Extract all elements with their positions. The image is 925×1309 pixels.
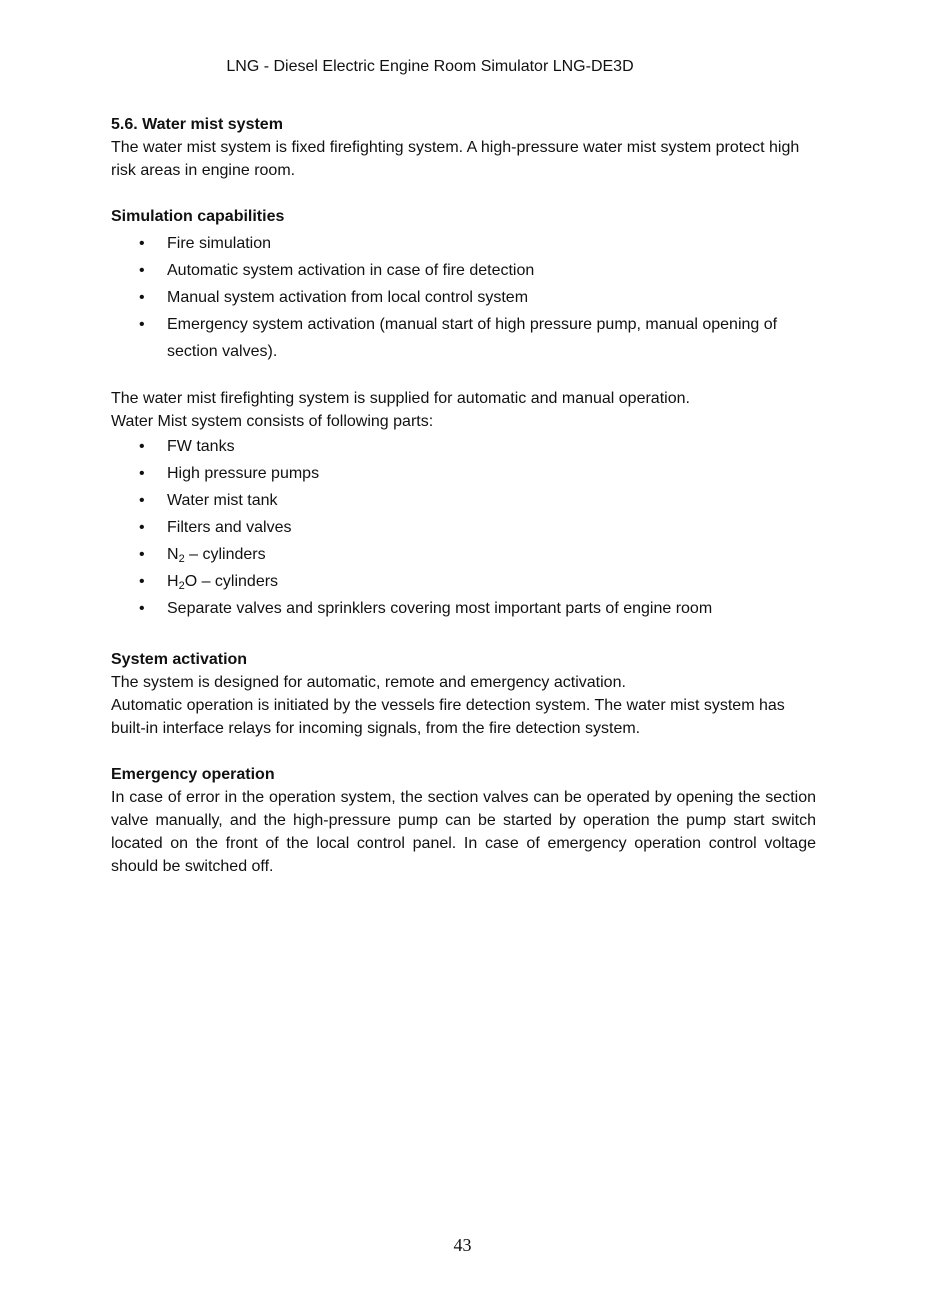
list-item: • High pressure pumps [111, 460, 816, 487]
list-item: • Manual system activation from local control system [111, 284, 816, 311]
capabilities-heading: Simulation capabilities [111, 208, 285, 225]
parts-intro-line1: The water mist firefighting system is supplied for automatic and manual operation. [111, 390, 690, 407]
list-item: • Emergency system activation (manual start of high pressure pump, manual opening of section valves). [111, 311, 816, 365]
list-item: • Automatic system activation in case of fire detection [111, 257, 816, 284]
activation-heading: System activation [111, 651, 248, 668]
emergency-text: In case of error in the operation system, the section valves can be operated by opening the section valve manually, and the high-pressure pump can be started by operation the pump start switch located on the front of the local control panel. In case of emergency operation control voltage should be switched off. [111, 789, 816, 875]
list-item: • FW tanks [111, 433, 816, 460]
list-item: • Separate valves and sprinklers covering most important parts of engine room [111, 595, 816, 622]
h2o-prefix: H [167, 573, 179, 590]
capabilities-list [111, 230, 816, 365]
list-item: • Water mist tank [111, 487, 816, 514]
section-intro: The water mist system is fixed firefighting system. A high-pressure water mist system protect high risk areas in engine room. [111, 139, 800, 179]
page-number: 43 [453, 1235, 472, 1255]
h2o-subscript: 2 [178, 580, 185, 592]
parts-intro-line2: Water Mist system consists of following parts: [111, 413, 434, 430]
h2o-suffix: O – cylinders [184, 573, 279, 590]
page-content [111, 113, 816, 878]
activation-line1: The system is designed for automatic, remote and emergency activation. [111, 674, 626, 691]
n2-prefix: N [167, 546, 179, 563]
activation-line2: Automatic operation is initiated by the vessels fire detection system. The water mist system has built-in interface relays for incoming signals, from the fire detection system. [111, 697, 785, 737]
section-heading: 5.6. Water mist system [111, 116, 283, 133]
list-item: • Fire simulation [111, 230, 816, 257]
emergency-heading: Emergency operation [111, 766, 275, 783]
running-header: LNG - Diesel Electric Engine Room Simulator LNG-DE3D [226, 58, 634, 75]
list-item-n2-cylinders [111, 541, 816, 568]
n2-suffix: – cylinders [184, 546, 266, 563]
parts-list [111, 433, 816, 622]
n2-subscript: 2 [178, 553, 185, 565]
list-item-h2o-cylinders [111, 568, 816, 595]
list-item: • Filters and valves [111, 514, 816, 541]
